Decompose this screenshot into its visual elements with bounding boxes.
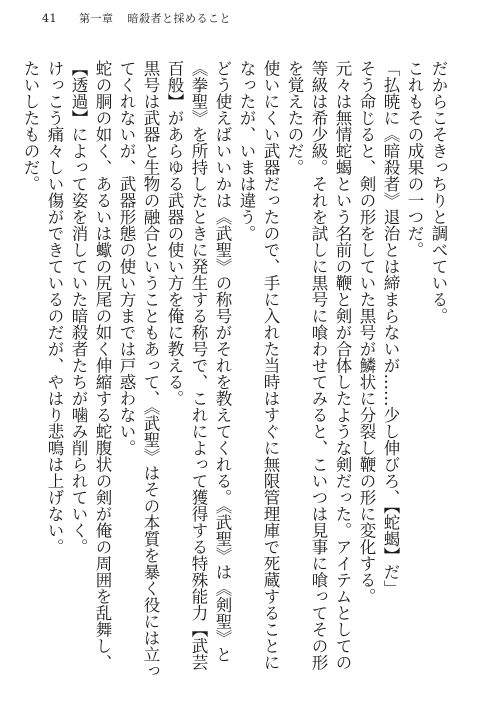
- paragraph: 蛇の胴の如く、あるいは蠍の尻尾の如く伸縮する蛇腹状の剣が俺の周囲を乱舞し、【透過】によって姿を消していた暗殺者たちが噛み削られていく。: [69, 60, 112, 671]
- page-number: 41: [42, 12, 57, 25]
- paragraph: だからこそきっちりと調べている。: [429, 60, 448, 324]
- paragraph: 使いにくい武器だったので、手に入れた当時はすぐに無限管理庫で死蔵することになったが、いまは違う。: [237, 60, 280, 671]
- chapter-label: 第一章: [79, 12, 114, 25]
- paragraph: そう命じると、剣の形をしていた黒号が鱗状に分裂し鞭の形に変化する。: [357, 60, 376, 605]
- paragraph: 「払暁に《暗殺者》退治とは締まらないが……少し伸びろ、【蛇蝎】だ」: [381, 60, 400, 597]
- paragraph: 元々は無情蛇蝎という名前の鞭と剣が合体したような剣だった。アイテムとしての等級は希少級。それを試しに黒号に喰わせてみると、こいつは見事に喰ってその形を覚えたのだ。: [285, 60, 352, 671]
- paragraph: どう使えばいいかは《武聖》の称号がそれを教えてくれる。《武聖》は《剣聖》と《拳聖》を所持したときに発生する称号で、これによって獲得する特殊能力【武芸百般】があらゆる武器の使い方を俺に教える。: [165, 60, 232, 671]
- body-text: [21, 60, 450, 680]
- paragraph: これもその成果の一つだ。: [405, 60, 424, 258]
- paragraph: けっこう痛々しい傷ができているのだが、やはり悲鳴は上げない。: [45, 60, 64, 555]
- paragraph: たいしたものだ。: [21, 60, 40, 192]
- chapter-title: 暗殺者と採めること: [127, 12, 231, 25]
- paragraph: 黒号は武器と生物の融合ということもあって、《武聖》はその本質を暴く役には立ってくれないが、武器形態の使い方までは戸惑わない。: [117, 60, 160, 679]
- running-header: [42, 10, 231, 26]
